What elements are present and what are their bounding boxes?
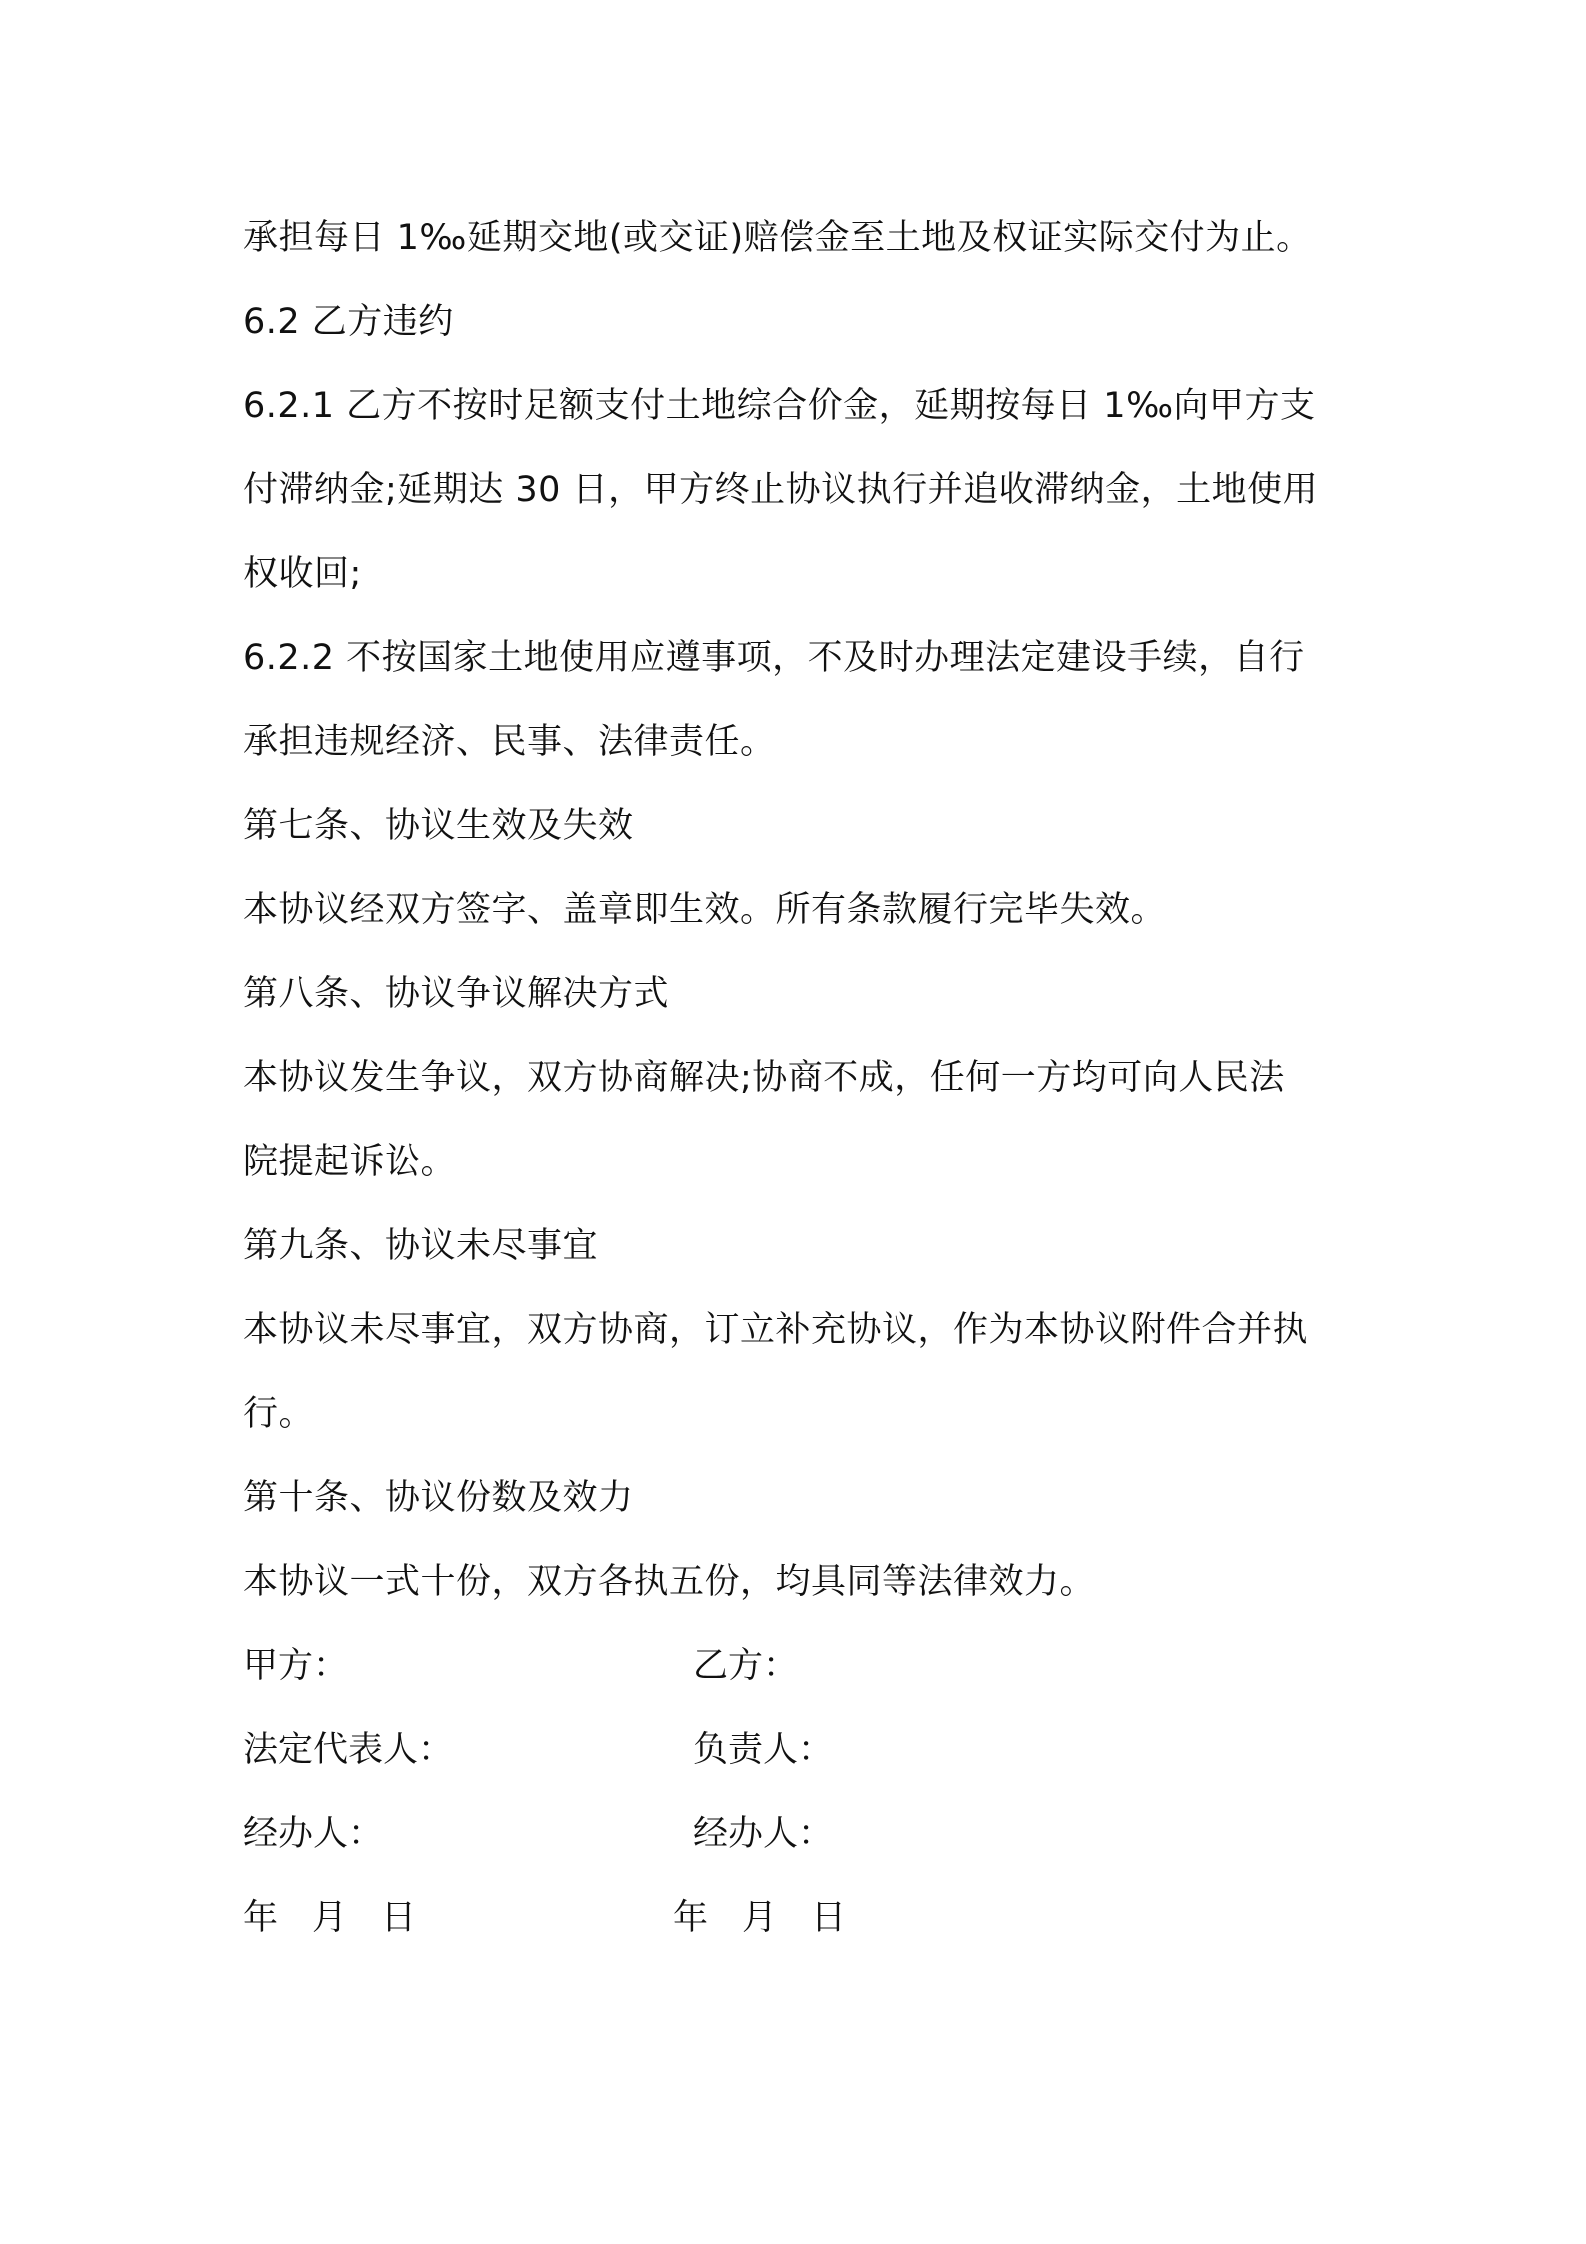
article-10-heading: 第十条、协议份数及效力 [243,1478,634,1518]
date-b-month: 月 [742,1898,778,1938]
handler-a-label: 经办人： [243,1814,384,1854]
date-a-year: 年 [243,1898,279,1938]
handler-b-label: 经办人： [693,1814,834,1854]
date-b [673,1876,880,1960]
clause-text-line: 承担每日 1‰延期交地(或交证)赔偿金至土地及权证实际交付为止。 [243,218,1312,258]
clause-text-line: 院提起诉讼。 [243,1142,457,1182]
responsible-person-label: 负责人： [693,1730,834,1770]
clause-text-line: 付滞纳金;延期达 30 日，甲方终止协议执行并追收滞纳金，土地使用 [243,470,1319,510]
date-b-year: 年 [673,1898,709,1938]
legal-representative-label: 法定代表人： [243,1730,454,1770]
clause-text-line: 权收回; [243,554,362,594]
party-b-label: 乙方： [693,1646,799,1686]
article-7-heading: 第七条、协议生效及失效 [243,806,634,846]
section-heading-6-2: 6.2 乙方违约 [243,302,454,342]
clause-text-line: 6.2.2 不按国家土地使用应遵事项，不及时办理法定建设手续，自行 [243,638,1305,678]
document-body [243,196,1353,1960]
signature-row-handlers [243,1792,1353,1876]
clause-text-line: 本协议未尽事宜，双方协商，订立补充协议，作为本协议附件合并执 [243,1310,1309,1350]
date-b-day: 日 [811,1898,847,1938]
article-9-heading: 第九条、协议未尽事宜 [243,1226,599,1266]
signature-row-parties [243,1624,1353,1708]
date-a-day: 日 [381,1898,417,1938]
clause-text-line: 承担违规经济、民事、法律责任。 [243,722,776,762]
date-a [243,1876,450,1960]
clause-text-line: 本协议经双方签字、盖章即生效。所有条款履行完毕失效。 [243,890,1167,930]
clause-text-line: 本协议发生争议，双方协商解决;协商不成，任何一方均可向人民法 [243,1058,1285,1098]
signature-row-dates [243,1876,1353,1960]
clause-text-line: 6.2.1 乙方不按时足额支付土地综合价金，延期按每日 1‰向甲方支 [243,386,1316,426]
article-8-heading: 第八条、协议争议解决方式 [243,974,670,1014]
date-a-month: 月 [312,1898,348,1938]
clause-text-line: 行。 [243,1394,315,1434]
signature-row-representatives [243,1708,1353,1792]
clause-text-line: 本协议一式十份，双方各执五份，均具同等法律效力。 [243,1562,1096,1602]
party-a-label: 甲方： [243,1646,349,1686]
